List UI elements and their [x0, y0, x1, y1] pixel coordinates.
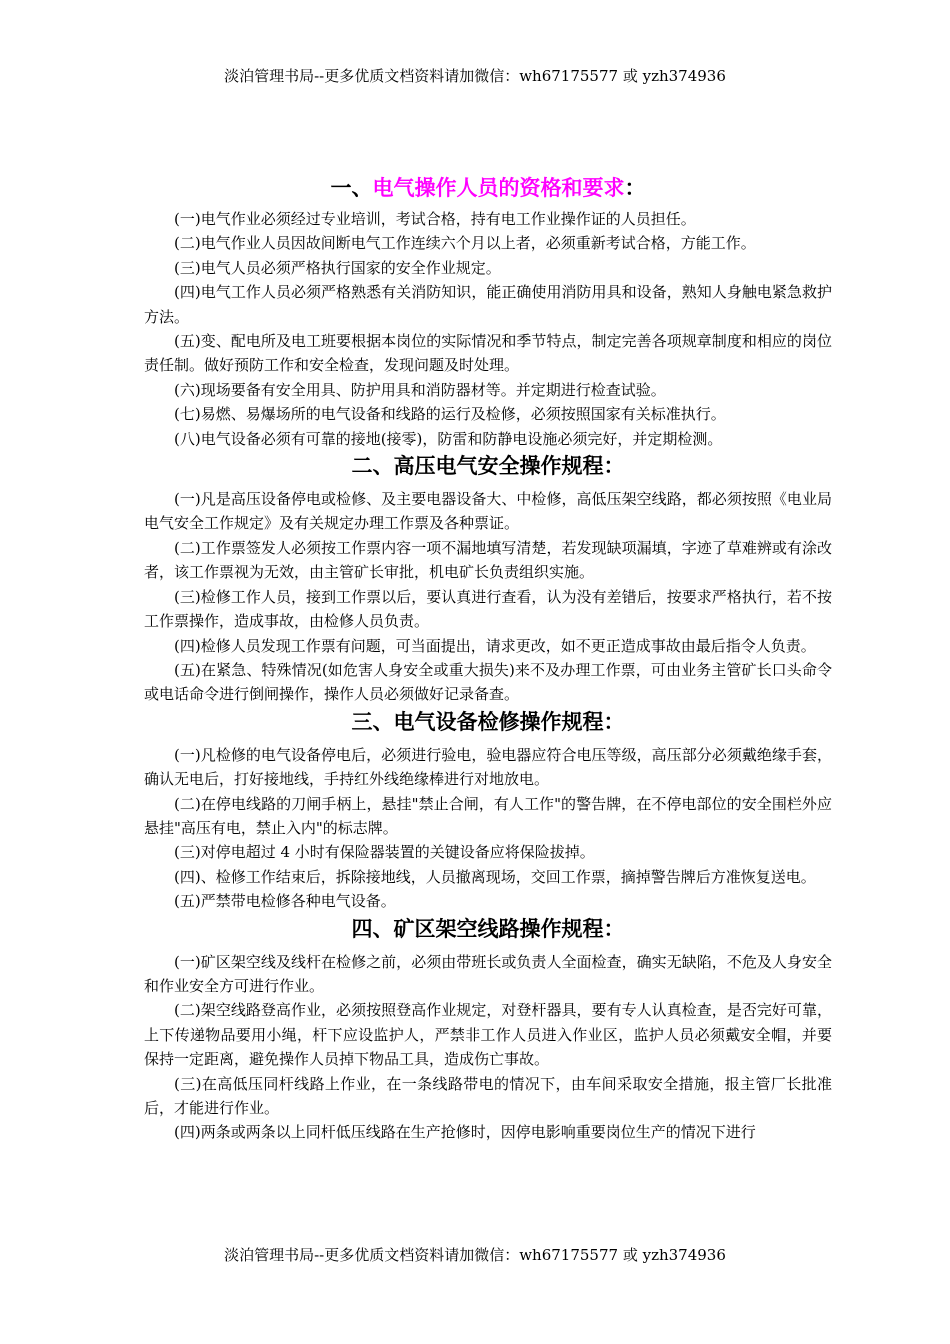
paragraph: (五)严禁带电检修各种电气设备。	[174, 892, 396, 911]
paragraph: (三)检修工作人员，接到工作票以后，要认真进行查看，认为没有差错后，按要求严格执行，若不按工作票操作，造成事故，由检修人员负责。	[144, 587, 832, 631]
paragraph: (二)电气作业人员因故间断电气工作连续六个月以上者，必须重新考试合格，方能工作。	[174, 234, 756, 253]
paragraph: (四)检修人员发现工作票有问题，可当面提出，请求更改，如不更正造成事故由最后指令人负责。	[174, 636, 816, 655]
heading-prefix: 一、	[330, 175, 373, 200]
heading-suffix: ：	[624, 175, 646, 200]
paragraph: (三)电气人员必须严格执行国家的安全作业规定。	[174, 258, 501, 277]
section-heading: 二、高压电气安全操作规程：	[351, 453, 625, 479]
paragraph: (一)凡是高压设备停电或检修、及主要电器设备大、中检修，高低压架空线路，都必须按照《电业局电气安全工作规定》及有关规定办理工作票及各种票证。	[144, 490, 832, 533]
section-qualifications	[144, 173, 832, 451]
paragraph: (一)凡检修的电气设备停电后，必须进行验电，验电器应符合电压等级，高压部分必须戴绝缘手套，确认无电后，打好接地线，手持红外线绝缘棒进行对地放电。	[144, 745, 832, 789]
page-header: 淡泊管理书局--更多优质文档资料请加微信：wh67175577 或 yzh374936	[224, 67, 726, 85]
paragraph: (二)架空线路登高作业，必须按照登高作业规定，对登杆器具，要有专人认真检查，是否完好可靠，上下传递物品要用小绳，杆下应设监护人，严禁非工作人员进入作业区，监护人员必须戴安全帽，并要保持一定距离，避免操作人员掉下物品工具，造成伤亡事故。	[144, 1001, 832, 1069]
paragraph: (三)对停电超过 4 小时有保险器装置的关键设备应将保险拔掉。	[174, 843, 595, 862]
section-heading: 四、矿区架空线路操作规程：	[351, 915, 625, 941]
paragraph: (四)、检修工作结束后，拆除接地线，人员撤离现场，交回工作票，摘掉警告牌后方准恢复送电。	[174, 867, 816, 886]
heading-highlight: 电气操作人员的资格和要求	[372, 175, 625, 200]
section-high-voltage	[144, 451, 832, 707]
section-heading: 三、电气设备检修操作规程：	[351, 708, 625, 734]
paragraph: (一)矿区架空线及线杆在检修之前，必须由带班长或负责人全面检查，确实无缺陷，不危及人身安全和作业安全方可进行作业。	[144, 952, 832, 995]
paragraph: (三)在高低压同杆线路上作业，在一条线路带电的情况下，由车间采取安全措施，报主管厂长批准后，才能进行作业。	[144, 1074, 832, 1117]
paragraph: (一)电气作业必须经过专业培训，考试合格，持有电工作业操作证的人员担任。	[174, 210, 696, 228]
paragraph: (八)电气设备必须有可靠的接地(接零)，防雷和防静电设施必须完好，并定期检测。	[174, 429, 723, 448]
paragraph: (二)在停电线路的刀闸手柄上，悬挂"禁止合闸，有人工作"的警告牌，在不停电部位的安全围栏外应悬挂"高压有电，禁止入内"的标志牌。	[144, 794, 832, 837]
paragraph: (七)易燃、易爆场所的电气设备和线路的运行及检修，必须按照国家有关标准执行。	[174, 405, 726, 424]
section-overhead-lines	[144, 914, 832, 1145]
paragraph: (六)现场要备有安全用具、防护用具和消防器材等。并定期进行检查试验。	[174, 380, 666, 399]
paragraph: (四)两条或两条以上同杆低压线路在生产抢修时，因停电影响重要岗位生产的情况下进行	[174, 1123, 756, 1142]
paragraph: (二)工作票签发人必须按工作票内容一项不漏地填写清楚，若发现缺项漏填，字迹了草难辨或有涂改者，该工作票视为无效，由主管矿长审批，机电矿长负责组织实施。	[144, 538, 832, 582]
paragraph: (四)电气工作人员必须严格熟悉有关消防知识，能正确使用消防用具和设备，熟知人身触电紧急救护方法。	[144, 283, 832, 326]
document-body	[144, 170, 832, 1145]
paragraph: (五)在紧急、特殊情况(如危害人身安全或重大损失)来不及办理工作票，可由业务主管矿长口头命令或电话命令进行倒闸操作，操作人员必须做好记录备查。	[144, 660, 832, 704]
section-heading	[144, 173, 832, 203]
page-footer: 淡泊管理书局--更多优质文档资料请加微信：wh67175577 或 yzh374936	[224, 1246, 726, 1264]
paragraph: (五)变、配电所及电工班要根据本岗位的实际情况和季节特点，制定完善各项规章制度和相应的岗位责任制。做好预防工作和安全检查，发现问题及时处理。	[144, 332, 832, 375]
section-maintenance	[144, 707, 832, 914]
